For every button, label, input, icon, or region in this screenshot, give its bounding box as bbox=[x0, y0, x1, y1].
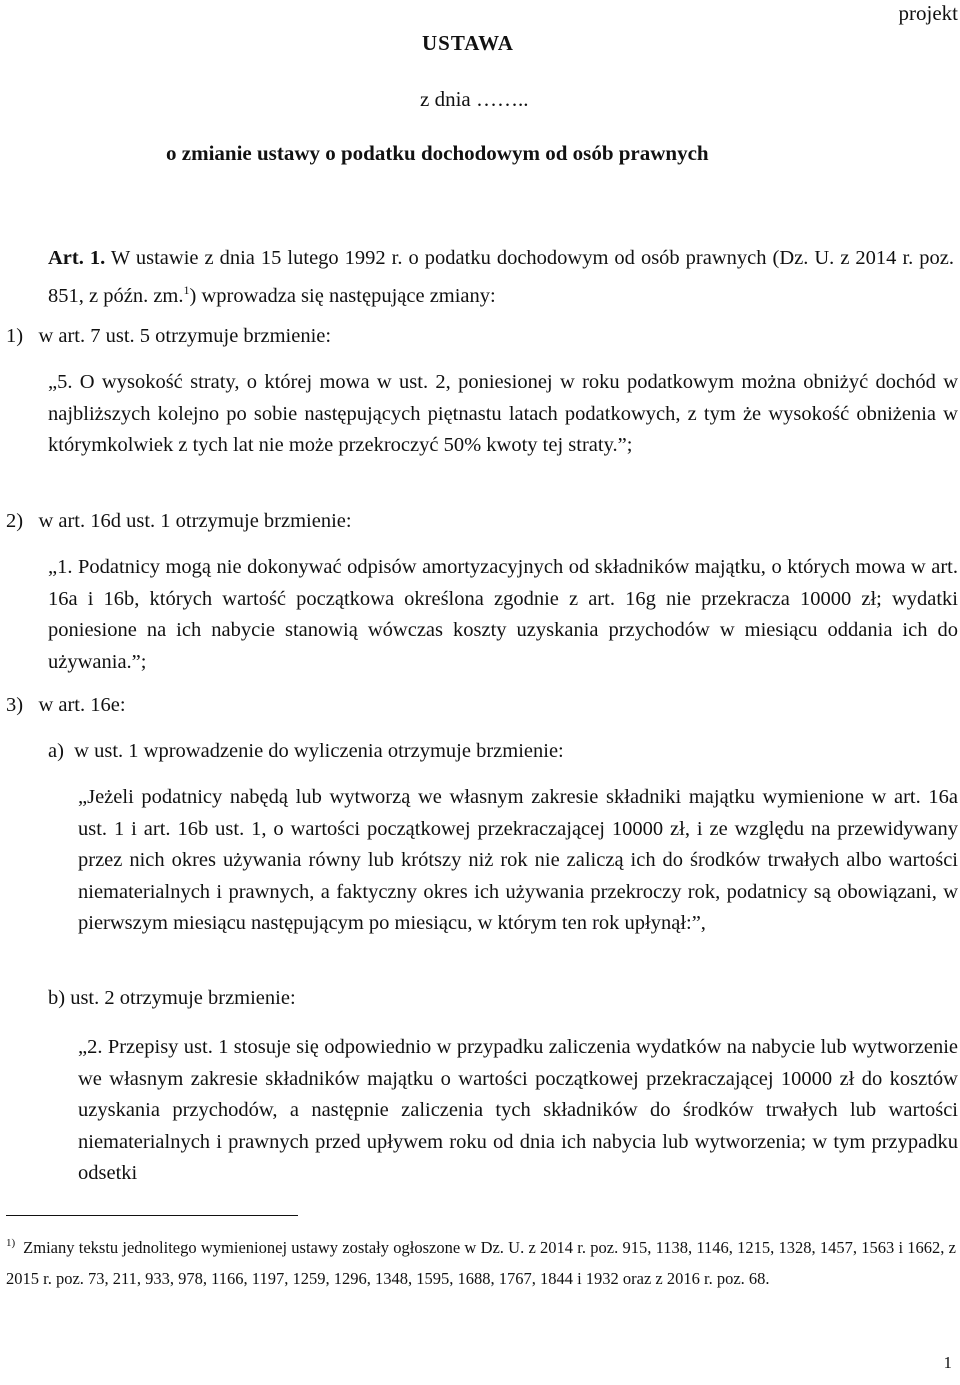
footnote bbox=[6, 1228, 956, 1294]
amendment-item-3: 3) w art. 16e: bbox=[6, 694, 126, 716]
footnote-reference: 1 bbox=[183, 282, 190, 297]
amendment-item-2-quote: „1. Podatnicy mogą nie dokonywać odpisów amortyzacyjnych od składników majątku, o których mowa w art. 16a i 16b, których wartość początkowa określona zgodnie z art. 16g nie przekracza 10000 zł; wydatki poniesione na ich nabycie stanowią wówczas koszty uzyskania przychodów w miesiącu oddania ich do używania.”; bbox=[48, 556, 958, 673]
amendment-item-3a: a) w ust. 1 wprowadzenie do wyliczenia otrzymuje brzmienie: bbox=[48, 740, 564, 762]
amendment-item-3b: b) ust. 2 otrzymuje brzmienie: bbox=[48, 987, 296, 1009]
amendment-item-1: 1) w art. 7 ust. 5 otrzymuje brzmienie: bbox=[6, 325, 332, 347]
article-1-label: Art. 1. bbox=[48, 247, 106, 269]
article-1-text: W ustawie z dnia 15 lutego 1992 r. o podatku dochodowym od osób prawnych (Dz. U. z 2014 r. poz. 851, z późn. zm. bbox=[48, 247, 954, 307]
footnote-marker: 1) bbox=[6, 1237, 16, 1249]
amendment-item-1-quote: „5. O wysokość straty, o której mowa w ust. 2, poniesionej w roku podatkowym można obniżyć dochód w najbliższych kolejno po sobie następujących piętnastu latach podatkowych, z tym że wysokość obniżenia w którymkolwiek z tych lat nie może przekroczyć 50% kwoty tej straty.”; bbox=[48, 371, 958, 456]
act-heading: USTAWA bbox=[422, 31, 514, 55]
amendment-item-3b-quote: „2. Przepisy ust. 1 stosuje się odpowiednio w przypadku zaliczenia wydatków na nabycie lub wytworzenie we własnym zakresie składników majątku o wartości początkowej przekraczającej 10000 zł do kosztów uzyskania przychodów, a następnie zaliczenia tych składników do środków trwałych lub wartości niematerialnych i prawnych przed upływem roku od dnia ich nabycia lub wytworzenia; w tym przypadku odsetki bbox=[78, 1036, 958, 1184]
amendment-item-3a-quote: „Jeżeli podatnicy nabędą lub wytworzą we własnym zakresie składniki majątku wymienione w art. 16a ust. 1 i art. 16b ust. 1, o wartości początkowej przekraczającej 10000 zł, i ze względu na przewidywany przez nich okres używania równy lub krótszy niż rok nie zaliczą ich do środków trwałych albo wartości niematerialnych i prawnych, a faktyczny okres ich używania przekroczy rok, podatnicy są obowiązani, w pierwszym miesiącu następującym po miesiącu, w którym ten rok upłynął:”, bbox=[78, 786, 958, 934]
amendment-item-2: 2) w art. 16d ust. 1 otrzymuje brzmienie: bbox=[6, 510, 352, 532]
article-1-intro bbox=[48, 243, 954, 312]
article-1-text-cont: ) wprowadza się następujące zmiany: bbox=[189, 284, 496, 307]
footnote-text: Zmiany tekstu jednolitego wymienionej ustawy zostały ogłoszone w Dz. U. z 2014 r. poz. 915, 1138, 1146, 1215, 1328, 1457, 1563 i 1662, z 2015 r. poz. 73, 211, 933, 978, 1166, 1197, 1259, 1296, 1348, 1595, 1688, 1767, 1844 i 1932 oraz z 2016 r. poz. 68. bbox=[6, 1238, 956, 1288]
act-date: z dnia …….. bbox=[420, 87, 529, 111]
footnote-divider bbox=[6, 1215, 298, 1216]
draft-label: projekt bbox=[898, 1, 958, 25]
act-title: o zmianie ustawy o podatku dochodowym od osób prawnych bbox=[166, 141, 709, 165]
page-number: 1 bbox=[943, 1353, 952, 1372]
